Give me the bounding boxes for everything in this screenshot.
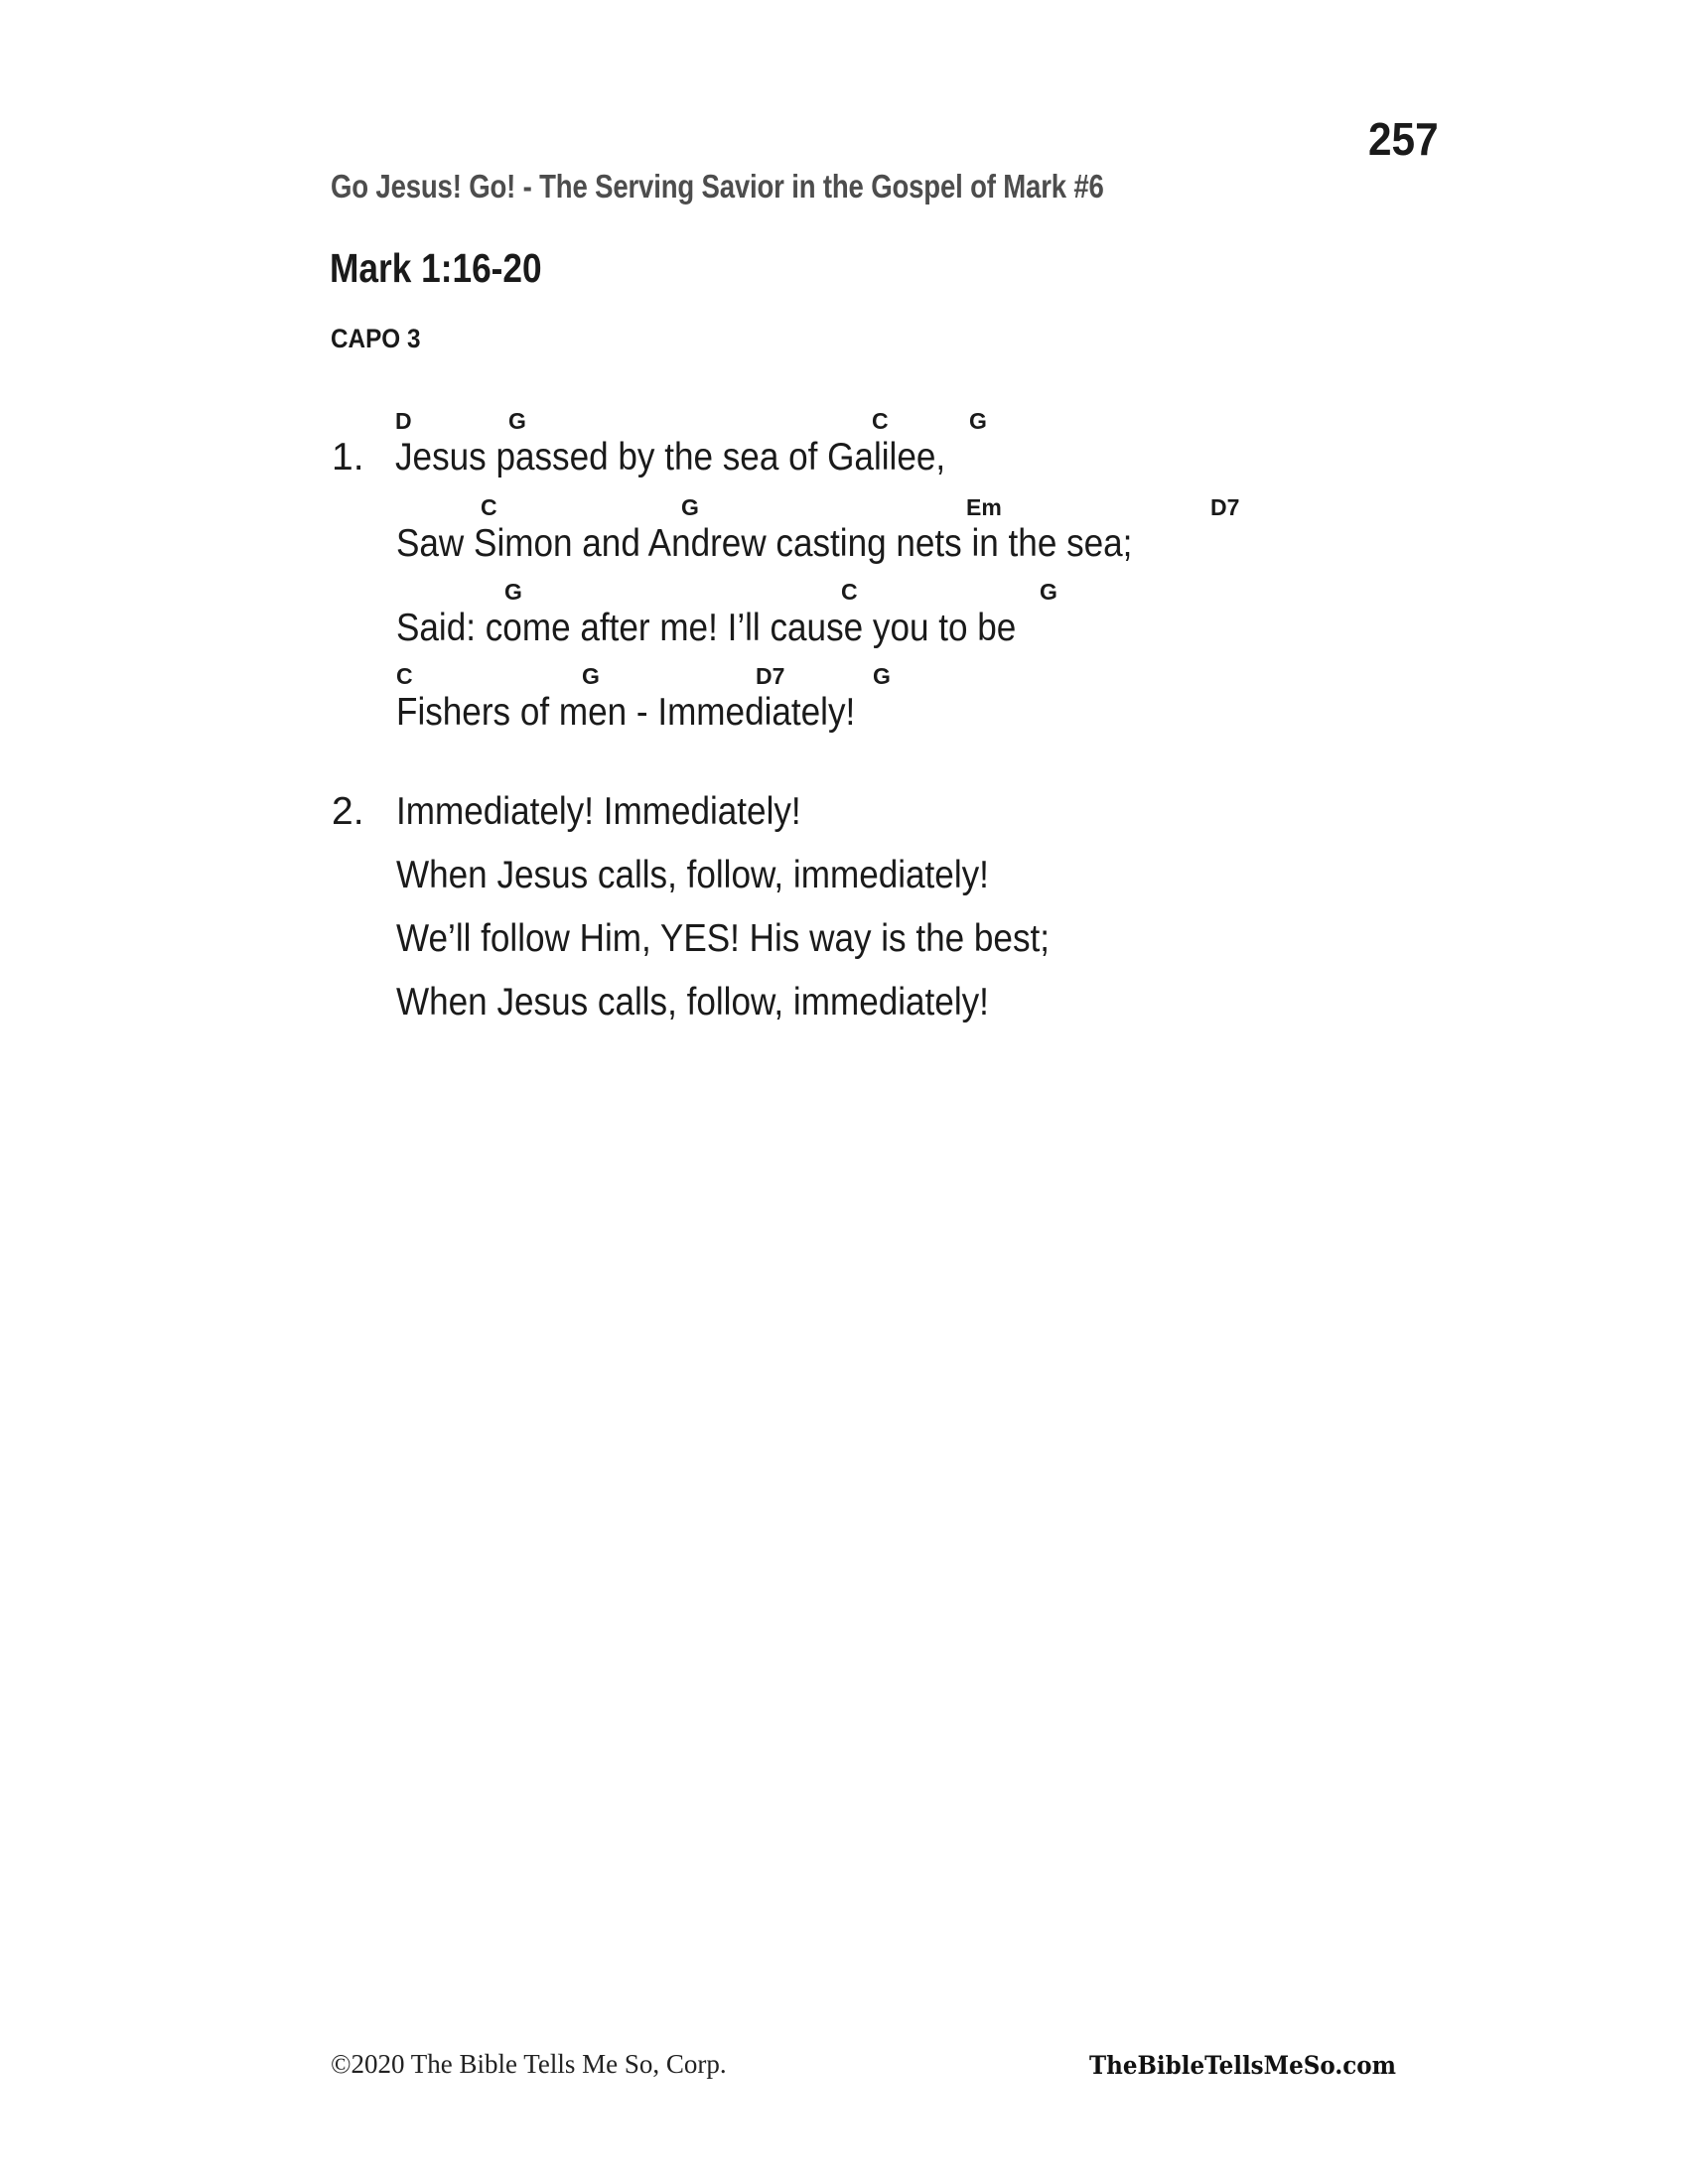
chord: G — [582, 663, 600, 689]
lyric-line: When Jesus calls, follow, immediately! — [396, 981, 989, 1024]
chord: C — [841, 579, 858, 605]
capo-indicator: CAPO 3 — [331, 324, 421, 353]
chord: C — [872, 408, 889, 434]
chord: D — [395, 408, 412, 434]
chord: D7 — [756, 663, 785, 689]
chord: G — [681, 494, 699, 520]
chord: C — [481, 494, 497, 520]
page-number: 257 — [1368, 113, 1439, 165]
verse-number: 2. — [332, 790, 364, 833]
scripture-reference: Mark 1:16-20 — [330, 245, 542, 291]
lyric-line: Fishers of men - Immediately! — [396, 691, 856, 734]
lyric-line: Immediately! Immediately! — [396, 790, 801, 833]
chord: C — [396, 663, 413, 689]
chord: G — [504, 579, 522, 605]
chord: G — [969, 408, 987, 434]
lyric-line: When Jesus calls, follow, immediately! — [396, 854, 989, 896]
chord: Em — [966, 494, 1002, 520]
copyright-notice: ©2020 The Bible Tells Me So, Corp. — [331, 2049, 727, 2079]
lyric-line: Jesus passed by the sea of Galilee, — [395, 436, 946, 478]
chord: G — [873, 663, 891, 689]
website-link[interactable]: TheBibleTellsMeSo.com — [1089, 2051, 1396, 2080]
lyric-line: Saw Simon and Andrew casting nets in the sea; — [396, 522, 1133, 565]
song-title: Go Jesus! Go! - The Serving Savior in the Gospel of Mark #6 — [331, 168, 1104, 205]
chord: G — [508, 408, 526, 434]
chord: G — [1040, 579, 1057, 605]
verse-number: 1. — [332, 436, 364, 478]
lyric-line: We’ll follow Him, YES! His way is the best; — [396, 917, 1051, 960]
chord: D7 — [1210, 494, 1240, 520]
lyric-line: Said: come after me! I’ll cause you to be — [396, 607, 1017, 649]
